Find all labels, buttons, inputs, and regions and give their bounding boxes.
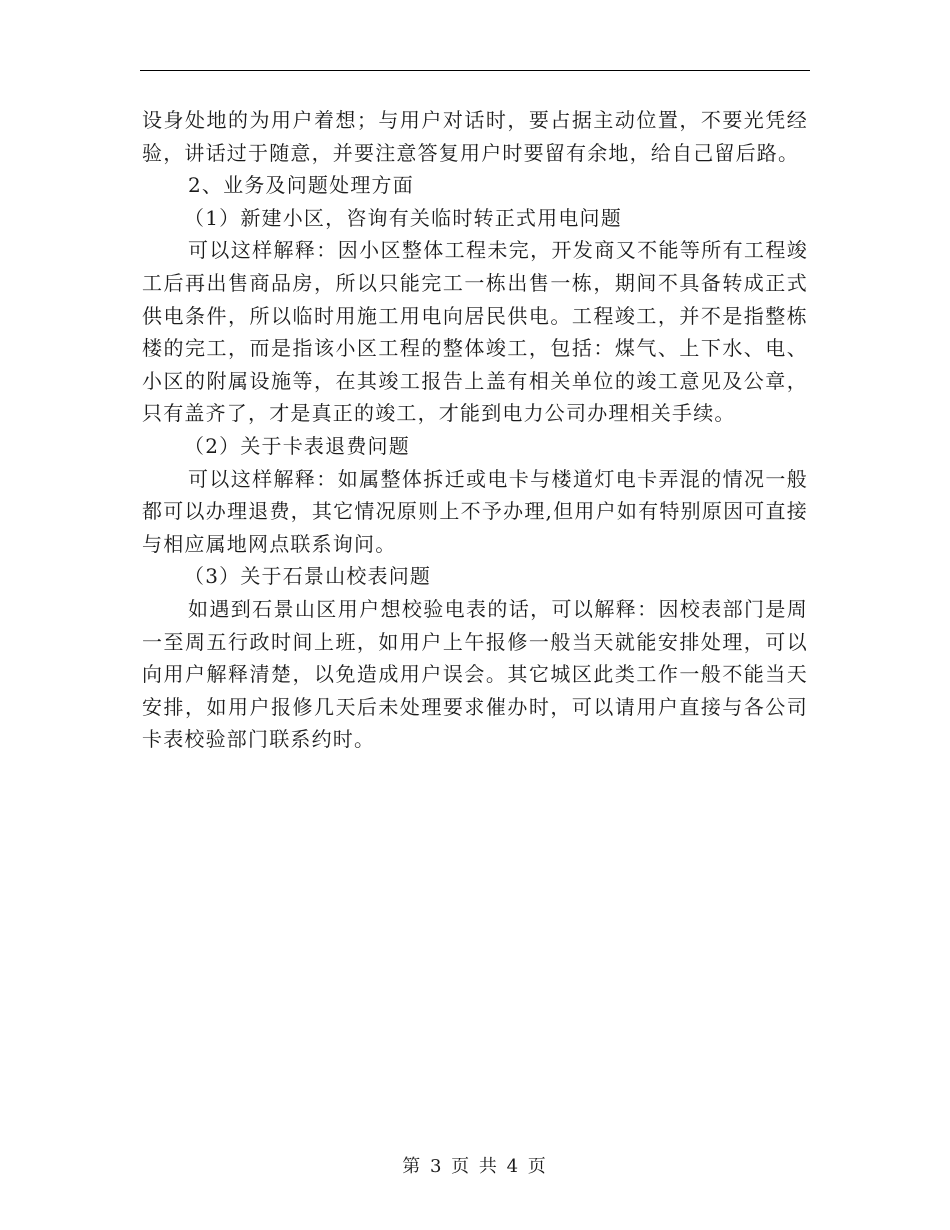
paragraph-new-community-explanation: 可以这样解释：因小区整体工程未完，开发商又不能等所有工程竣工后再出售商品房，所以只能完工一栋出售一栋，期间不具备转成正式供电条件，所以临时用施工用电向居民供电。工程竣工，并不是指整栋楼的完工，而是指该小区工程的整体竣工，包括：煤气、上下水、电、小区的附属设施等，在其竣工报告上盖有相关单位的竣工意见及公章，只有盖齐了，才是真正的竣工，才能到电力公司办理相关手续。: [142, 238, 808, 426]
subheading-shijingshan-meter-calibration: （3）关于石景山校表问题: [184, 564, 432, 589]
subheading-card-meter-refund: （2）关于卡表退费问题: [184, 433, 410, 458]
paragraph-card-meter-refund-explanation: 可以这样解释：如属整体拆迁或电卡与楼道灯电卡弄混的情况一般都可以办理退费，其它情况原则上不予办理,但用户如有特别原因可直接与相应属地网点联系询问。: [142, 466, 808, 556]
header-rule: [140, 70, 810, 71]
section-heading-business: 2、业务及问题处理方面: [188, 173, 414, 198]
document-body: [142, 104, 808, 756]
paragraph-meter-calibration-explanation: 如遇到石景山区用户想校验电表的话，可以解释：因校表部门是周一至周五行政时间上班，如用户上午报修一般当天就能安排处理，可以向用户解释清楚，以免造成用户误会。其它城区此类工作一般不能当天安排，如用户报修几天后未处理要求催办时，可以请用户直接与各公司卡表校验部门联系约时。: [142, 596, 808, 752]
page-number: 第 3 页 共 4 页: [402, 1156, 548, 1177]
paragraph-continuation: 设身处地的为用户着想；与用户对话时，要占据主动位置，不要光凭经验，讲话过于随意，并要注意答复用户时要留有余地，给自己留后路。: [142, 108, 808, 165]
subheading-new-community: （1）新建小区，咨询有关临时转正式用电问题: [184, 205, 622, 230]
